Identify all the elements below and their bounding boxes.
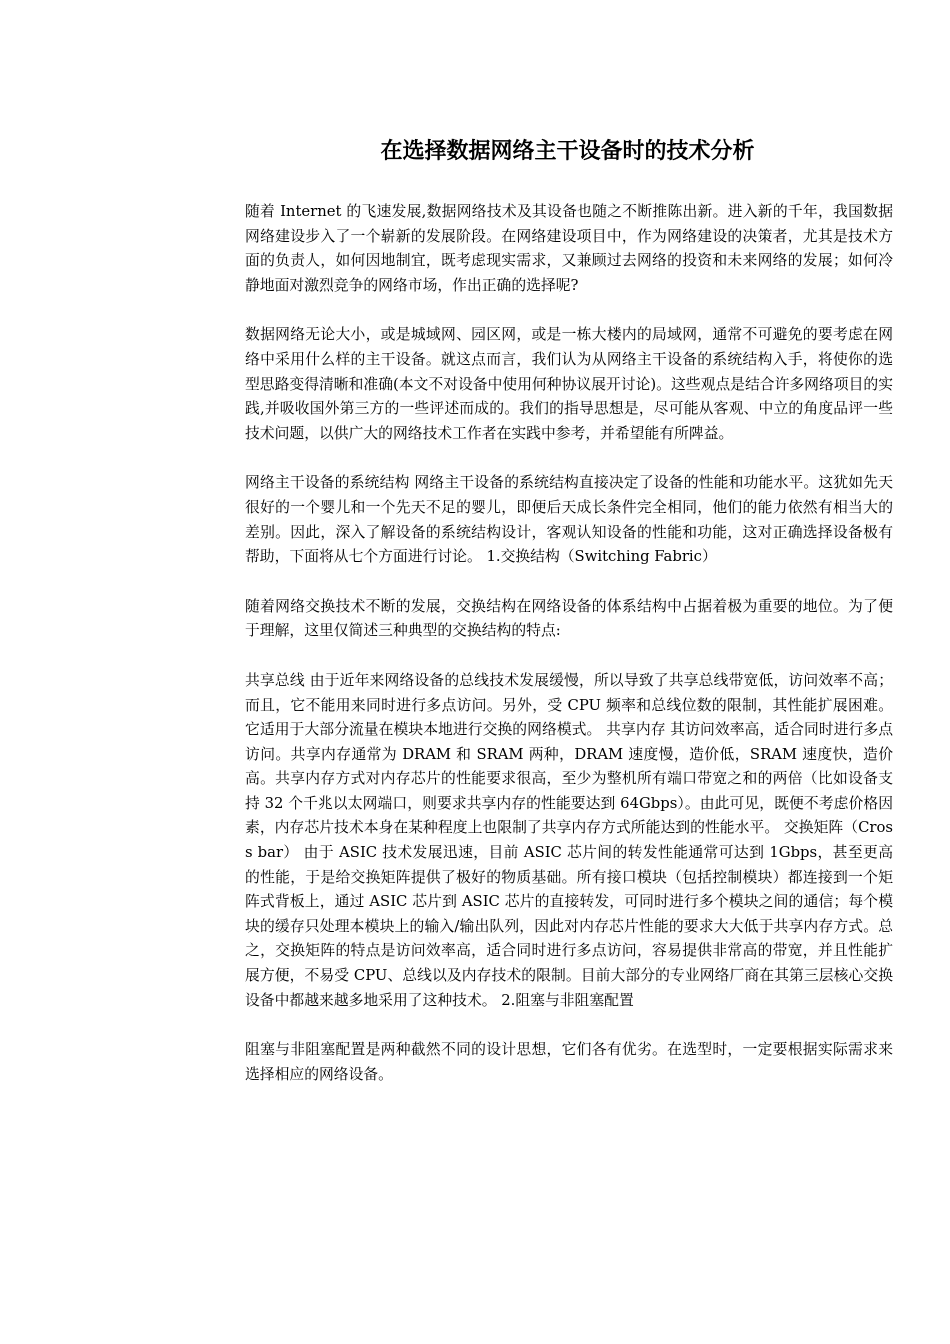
paragraph-intro: 随着 Internet 的飞速发展,数据网络技术及其设备也随之不断推陈出新。进入新的千年，我国数据网络建设步入了一个崭新的发展阶段。在网络建设项目中，作为网络建设的决策者，尤其是技术方面的负责人，如何因地制宜，既考虑现实需求，又兼顾过去网络的投资和未来网络的发展；如何冷静地面对激烈竞争的网络市场，作出正确的选择呢? [245, 203, 893, 294]
paragraph-blocking: 阻塞与非阻塞配置是两种截然不同的设计思想，它们各有优劣。在选型时，一定要根据实际需求来选择相应的网络设备。 [245, 1041, 893, 1083]
paragraph-system-structure: 网络主干设备的系统结构 网络主干设备的系统结构直接决定了设备的性能和功能水平。这犹如先天很好的一个婴儿和一个先天不足的婴儿，即便后天成长条件完全相同，他们的能力依然有相当大的差别。因此，深入了解设备的系统结构设计，客观认知设备的性能和功能，这对正确选择设备极有帮助，下面将从七个方面进行讨论。 1.交换结构（Switching Fabric） [245, 474, 893, 566]
paragraph-backbone-selection: 数据网络无论大小，或是城域网、园区网，或是一栋大楼内的局域网，通常不可避免的要考虑在网络中采用什么样的主干设备。就这点而言，我们认为从网络主干设备的系统结构入手，将使你的选型思路变得清晰和准确(本文不对设备中使用何种协议展开讨论)。这些观点是结合许多网络项目的实践,并吸收国外第三方的一些评述而成的。我们的指导思想是，尽可能从客观、中立的角度品评一些技术问题，以供广大的网络技术工作者在实践中参考，并希望能有所陴益。 [245, 326, 893, 442]
document-title: 在选择数据网络主干设备时的技术分析 [380, 139, 755, 164]
document-body [245, 200, 893, 1112]
paragraph-switching-fabric: 随着网络交换技术不断的发展，交换结构在网络设备的体系结构中占据着极为重要的地位。为了便于理解，这里仅简述三种典型的交换结构的特点: [245, 597, 893, 640]
paragraph-fabric-types: 共享总线 由于近年来网络设备的总线技术发展缓慢，所以导致了共享总线带宽低，访问效率不高；而且，它不能用来同时进行多点访问。另外，受 CPU 频率和总线位数的限制，其性能扩展困难。它适用于大部分流量在模块本地进行交换的网络模式。 共享内存 其访问效率高，适合同时进行多点访问。共享内存通常为 DRAM 和 SRAM 两种，DRAM 速度慢，造价低，SRAM 速度快，造价高。共享内存方式对内存芯片的性能要求很高，至少为整机所有端口带宽之和的两倍（比如设备支持 32 个千兆以太网端口，则要求共享内存的性能要达到 64Gbps）。由此可见，既便不考虑价格因素，内存芯片技术本身在某种程度上也限制了共享内存方式所能达到的性能水平。 交换矩阵（Cross bar） 由于 ASIC 技术发展迅速，目前 ASIC 芯片间的转发性能通常可达到 1Gbps，甚至更高的性能，于是给交换矩阵提供了极好的物质基础。所有接口模块（包括控制模块）都连接到一个矩阵式背板上，通过 ASIC 芯片到 ASIC 芯片的直接转发，可同时进行多个模块之间的通信；每个模块的缓存只处理本模块上的输入/输出队列，因此对内存芯片性能的要求大大低于共享内存方式。总之，交换矩阵的特点是访问效率高，适合同时进行多点访问，容易提供非常高的带宽，并且性能扩展方便，不易受 CPU、总线以及内存技术的限制。目前大部分的专业网络厂商在其第三层核心交换设备中都越来越多地采用了这种技术。 2.阻塞与非阻塞配置 [245, 671, 893, 1009]
